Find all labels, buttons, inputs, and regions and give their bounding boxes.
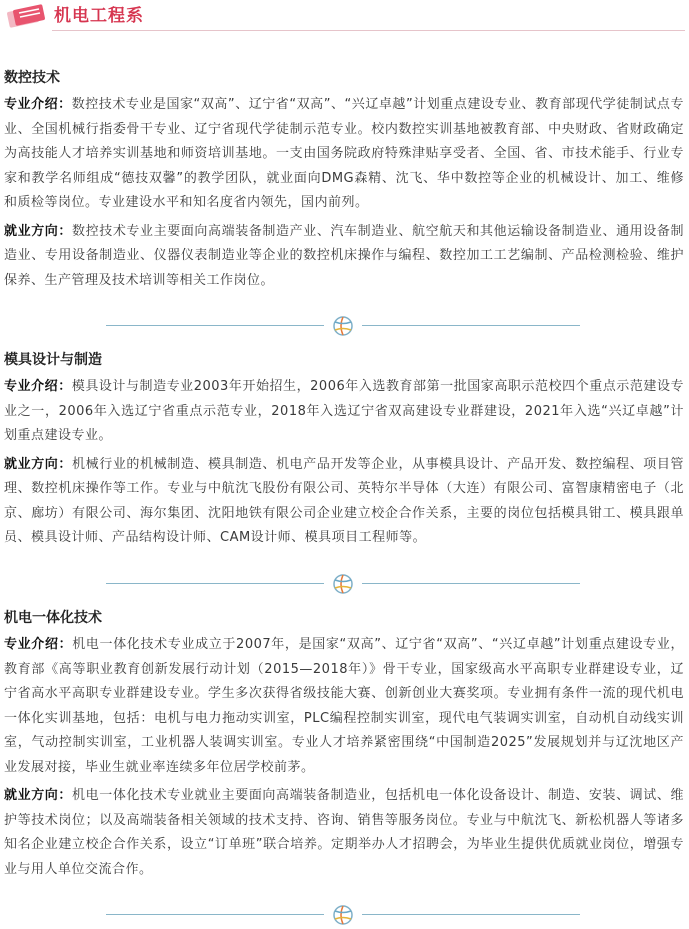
major-intro (4, 633, 684, 780)
major-career (4, 784, 684, 882)
major-title: 模具设计与制造 (4, 352, 102, 368)
major-intro (4, 375, 684, 449)
career-label: 就业方向： (4, 788, 73, 803)
major-section-mechatronics (4, 608, 684, 886)
divider-line-left (106, 583, 324, 584)
major-career (4, 453, 684, 551)
divider-line-left (106, 325, 324, 326)
divider-line-right (362, 583, 580, 584)
career-label: 就业方向： (4, 456, 73, 472)
intro-label: 专业介绍： (4, 637, 73, 652)
intro-label: 专业介绍： (4, 97, 72, 112)
section-divider (0, 316, 689, 336)
volleyball-icon (333, 316, 353, 336)
section-divider (0, 905, 689, 925)
career-text: 数控技术专业主要面向高端装备制造产业、汽车制造业、航空航天和其他运输设备制造业、通用设备制造业、专用设备制造业、仪器仪表制造业等企业的数控机床操作与编程、数控加工工艺编制、产品检测检验、维护保养、生产管理及技术培训等相关工作岗位。 (4, 223, 684, 288)
major-title: 数控技术 (4, 70, 60, 86)
notebook-icon (6, 4, 50, 28)
career-label: 就业方向： (4, 223, 73, 239)
divider-line-left (106, 914, 324, 915)
major-section-mold (4, 350, 684, 555)
page-title: 机电工程系 (54, 6, 144, 26)
volleyball-icon (333, 574, 353, 594)
divider-line-right (362, 914, 580, 915)
major-career (4, 220, 684, 294)
divider-line-right (362, 325, 580, 326)
intro-label: 专业介绍： (4, 379, 72, 394)
volleyball-icon (333, 905, 353, 925)
intro-text: 模具设计与制造专业2003年开始招生，2006年入选教育部第一批国家高职示范校四个重点示范建设专业之一，2006年入选辽宁省重点示范专业，2018年入选辽宁省双高建设专业群建设，2021年入选“兴辽卓越”计划重点建设专业。 (4, 379, 684, 443)
career-text: 机械行业的机械制造、模具制造、机电产品开发等企业，从事模具设计、产品开发、数控编程、项目管理、数控机床操作等工作。专业与中航沈飞股份有限公司、英特尔半导体（大连）有限公司、富智康精密电子（北京、廊坊）有限公司、海尔集团、沈阳地铁有限公司企业建立校企合作关系，主要的岗位包括模具钳工、模具跟单员、模具设计师、产品结构设计师、CAM设计师、模具项目工程师等。 (4, 456, 684, 545)
career-text: 机电一体化技术专业就业主要面向高端装备制造业，包括机电一体化设备设计、制造、安装、调试、维护等技术岗位；以及高端装备相关领域的技术支持、咨询、销售等服务岗位。专业与中航沈飞、新松机器人等诸多知名企业建立校企合作关系，设立“订单班”联合培养。定期举办人才招聘会，为毕业生提供优质就业岗位，增强专业与用人单位交流合作。 (4, 788, 684, 877)
major-intro (4, 93, 684, 216)
intro-text: 数控技术专业是国家“双高”、辽宁省“双高”、“兴辽卓越”计划重点建设专业、教育部现代学徒制试点专业、全国机械行指委骨干专业、辽宁省现代学徒制示范专业。校内数控实训基地被教育部、中央财政、省财政确定为高技能人才培养实训基地和师资培训基地。一支由国务院政府特殊津贴享受者、全国、省、市技术能手、行业专家和教学名师组成“德技双馨”的教学团队，就业面向DMG森精、沈飞、华中数控等企业的机械设计、加工、维修和质检等岗位。专业建设水平和知名度省内领先，国内前列。 (4, 97, 684, 210)
intro-text: 机电一体化技术专业成立于2007年，是国家“双高”、辽宁省“双高”、“兴辽卓越”计划重点建设专业，教育部《高等职业教育创新发展行动计划（2015—2018年）》骨干专业，国家级高水平高职专业群建设专业，辽宁省高水平高职专业群建设专业。学生多次获得省级技能大赛、创新创业大赛奖项。专业拥有条件一流的现代机电一体化实训基地，包括：电机与电力拖动实训室，PLC编程控制实训室，现代电气装调实训室，自动机自动线实训室，气动控制实训室，工业机器人装调实训室。专业人才培养紧密围绕“中国制造2025”发展规划并与辽沈地区产业发展对接，毕业生就业率连续多年位居学校前茅。 (4, 637, 684, 775)
major-section-cnc (4, 68, 684, 297)
header-underline (52, 30, 685, 31)
major-title: 机电一体化技术 (4, 610, 102, 626)
section-header (0, 0, 689, 34)
section-divider (0, 574, 689, 594)
